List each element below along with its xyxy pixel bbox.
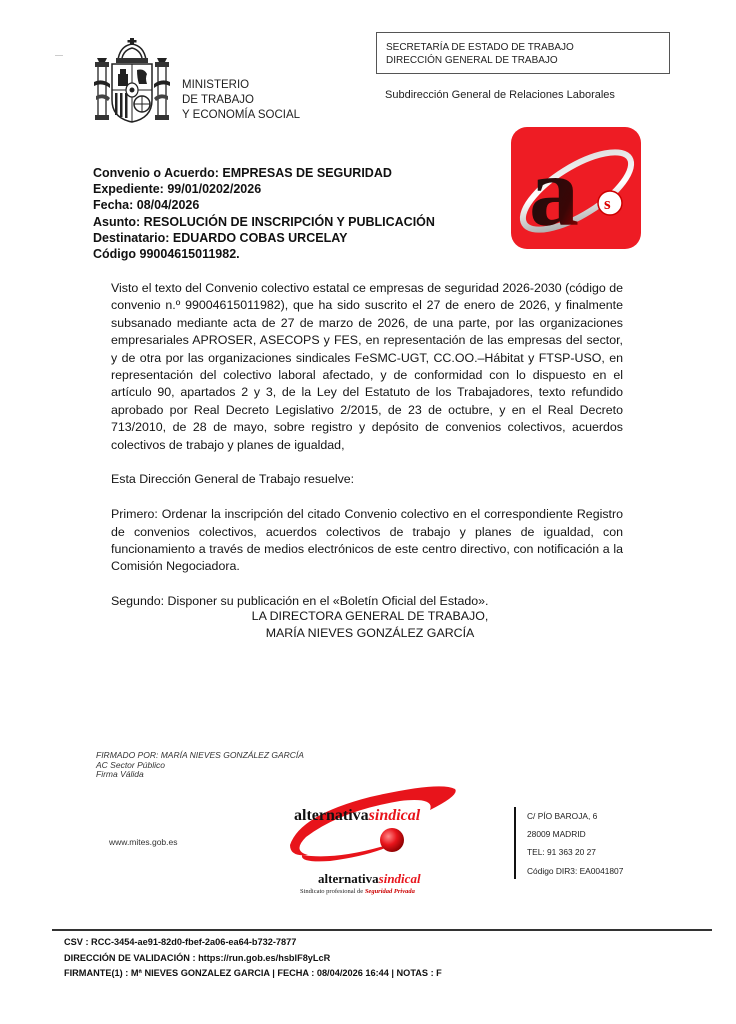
digital-signature-stamp bbox=[96, 751, 304, 780]
validation-footer bbox=[64, 935, 442, 982]
ministry-name bbox=[182, 78, 300, 123]
signer-name: MARÍA NIEVES GONZÁLEZ GARCÍA bbox=[265, 626, 475, 640]
address-city: 28009 MADRID bbox=[527, 829, 586, 840]
csv-code: CSV : RCC-3454-ae91-82d0-fbef-2a06-ea64-b732-7877 bbox=[64, 937, 297, 947]
svg-text:s: s bbox=[604, 194, 611, 213]
ministry-line: MINISTERIO bbox=[182, 79, 250, 91]
ministry-address bbox=[514, 807, 623, 879]
address-dir3: Código DIR3: EA0041807 bbox=[527, 865, 624, 876]
subdireccion-label: Subdirección General de Relaciones Laborales bbox=[385, 89, 615, 101]
address-phone: TEL: 91 363 20 27 bbox=[527, 847, 596, 858]
secretaria-line: SECRETARÍA DE ESTADO DE TRABAJO bbox=[386, 42, 574, 53]
ministry-website-link[interactable]: www.mites.gob.es bbox=[109, 837, 178, 847]
firmado-por: FIRMADO POR: MARÍA NIEVES GONZÁLEZ GARCÍA bbox=[96, 750, 304, 760]
footer-divider bbox=[52, 929, 712, 931]
spain-coat-of-arms-icon bbox=[92, 38, 172, 124]
signature-status: Firma Válida bbox=[96, 769, 144, 779]
destinatario-field: Destinatario: EDUARDO COBAS URCELAY bbox=[93, 230, 348, 245]
expediente-field: Expediente: 99/01/0202/2026 bbox=[93, 182, 262, 197]
segundo-paragraph: Segundo: Disponer su publicación en el «Boletín Oficial del Estado». bbox=[111, 594, 489, 609]
certificate-authority: AC Sector Público bbox=[96, 759, 165, 770]
direccion-line: DIRECCIÓN GENERAL DE TRABAJO bbox=[386, 54, 558, 66]
svg-text:Sindicato profesional de Segur: Sindicato profesional de Seguridad Privada bbox=[300, 888, 415, 895]
alternativa-sindical-logo bbox=[280, 775, 470, 897]
scan-artifact bbox=[55, 55, 63, 56]
resuelve-paragraph: Esta Dirección General de Trabajo resuelve: bbox=[111, 472, 355, 487]
alternativa-sindical-as-logo-icon bbox=[511, 127, 641, 249]
signer-title: LA DIRECTORA GENERAL DE TRABAJO, bbox=[251, 609, 489, 623]
ministry-line: Y ECONOMÍA SOCIAL bbox=[182, 109, 301, 121]
signature-block bbox=[200, 608, 540, 642]
svg-text:alternativasindical: alternativasindical bbox=[294, 807, 421, 824]
primero-paragraph: Primero: Ordenar la inscripción del citado Convenio colectivo en el correspondiente Registro de convenios colectivos, acuerdos colectivos de trabajo y planes de igualdad, con funcionamiento a través de medios electrónicos de este centro directivo, con notificación a la Comisión Negociadora. bbox=[111, 507, 623, 574]
codigo-field: Código 99004615011982. bbox=[93, 247, 240, 262]
resolution-body bbox=[111, 280, 623, 628]
convenio-field: Convenio o Acuerdo: EMPRESAS DE SEGURIDAD bbox=[93, 166, 392, 180]
validation-url[interactable]: DIRECCIÓN DE VALIDACIÓN : https://run.gob.es/hsblF8yLcR bbox=[64, 952, 331, 963]
considerando-paragraph: Visto el texto del Convenio colectivo estatal ce empresas de seguridad 2026-2030 (código de convenio n.º 99004615011982), que ha sido suscrito el 27 de enero de 2026, y finalmente subsanado mediante acta de 27 de marzo de 2026, de una parte, por las organizaciones empresariales APROSER, ASECOPS y FES, en representación de las empresas del sector, y de otra por las organizaciones sindicales FeSMC-UGT, CC.OO.–Hábitat y FTSP-USO, en representación del colectivo laboral afectado, y de conformidad con lo dispuesto en el artículo 90, apartados 2 y 3, de la Ley del Estatuto de los Trabajadores, texto refundido aprobado por Real Decreto Legislativo 2/2015, de 23 de octubre, y en el Real Decreto 713/2010, de 28 de mayo, sobre registro y depósito de convenios colectivos, acuerdos colectivos de trabajo y planes de igualdad, bbox=[111, 281, 623, 452]
svg-text:alternativasindical: alternativasindical bbox=[318, 871, 421, 886]
svg-text:a: a bbox=[529, 136, 579, 247]
signer-info: FIRMANTE(1) : Mª NIEVES GONZALEZ GARCIA | FECHA : 08/04/2026 16:44 | NOTAS : F bbox=[64, 968, 442, 978]
document-meta bbox=[93, 165, 435, 262]
address-street: C/ PÍO BAROJA, 6 bbox=[527, 811, 598, 821]
fecha-field: Fecha: 08/04/2026 bbox=[93, 198, 200, 213]
asunto-field: Asunto: RESOLUCIÓN DE INSCRIPCIÓN Y PUBLICACIÓN bbox=[93, 214, 435, 229]
ministry-line: DE TRABAJO bbox=[182, 94, 254, 106]
secretaria-box bbox=[376, 32, 670, 74]
